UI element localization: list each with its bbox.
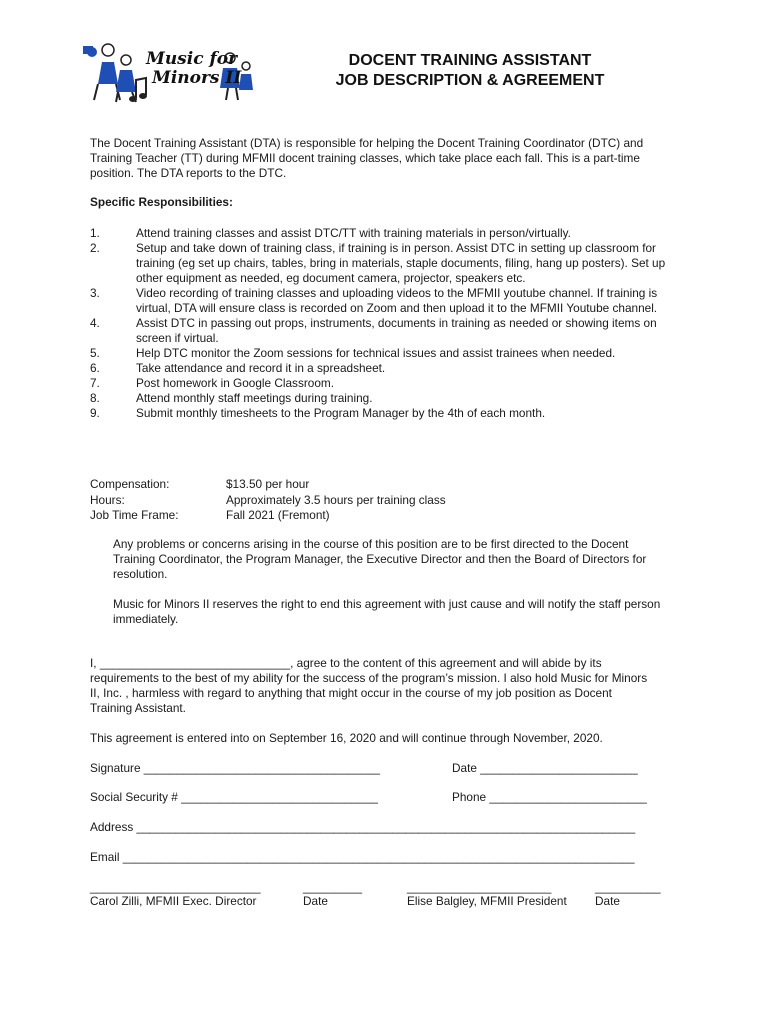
hours-label: Hours: bbox=[90, 492, 125, 507]
date-line: __________ bbox=[595, 880, 661, 894]
list-item-number: 5. bbox=[90, 346, 100, 360]
compensation-label: Compensation: bbox=[90, 477, 170, 491]
list-item-number: 1. bbox=[90, 226, 100, 240]
list-item bbox=[90, 361, 675, 376]
intro-paragraph: The Docent Training Assistant (DTA) is responsible for helping the Docent Training Coordinator (DTC) and Training Teacher (TT) during MFMII docent training classes, which take place each fall. This is a part-time position. The DTA reports to the DTC. bbox=[90, 136, 644, 180]
list-item-number: 6. bbox=[90, 361, 100, 375]
list-item-text: Submit monthly timesheets to the Program Manager by the 4th of each month. bbox=[136, 406, 546, 420]
title-line-1: DOCENT TRAINING ASSISTANT bbox=[348, 52, 592, 69]
list-item-number: 9. bbox=[90, 406, 100, 420]
logo-text-line1: Music for bbox=[146, 49, 238, 69]
time-frame-row bbox=[90, 508, 446, 524]
agreement-paragraph: I, _____________________________, agree to the content of this agreement and will abide by its requirements to the best of my ability for the success of the program’s mission. I also hold Music for Minors II, Inc. , harmless with regard to anything that might occur in the course of my job position as Docent Training Assistant. bbox=[90, 656, 648, 715]
list-item-text: Post homework in Google Classroom. bbox=[136, 376, 335, 390]
president-signature-block[interactable] bbox=[407, 880, 567, 908]
signature-line: __________________________ bbox=[90, 880, 261, 894]
list-item bbox=[90, 391, 675, 406]
list-item bbox=[90, 226, 675, 241]
date-label: Date bbox=[303, 894, 328, 908]
list-item-number: 4. bbox=[90, 316, 100, 330]
problems-paragraph: Any problems or concerns arising in the course of this position are to be first directed to the Docent Training Coordinator, the Program Manager, the Executive Director and then the Board of Directors for resolution. bbox=[113, 537, 647, 581]
hours-row bbox=[90, 493, 446, 509]
list-item-text: Assist DTC in passing out props, instruments, documents in training as needed or showing items on screen if virtual. bbox=[136, 316, 657, 345]
responsibilities-heading: Specific Responsibilities: bbox=[90, 195, 233, 209]
time-frame-label: Job Time Frame: bbox=[90, 508, 179, 522]
list-item-text: Video recording of training classes and uploading videos to the MFMII youtube channel. If training is virtual, DTA will ensure class is recorded on Zoom and then upload it to the MFMII Youtube channel. bbox=[136, 286, 658, 315]
list-item-number: 3. bbox=[90, 286, 100, 300]
list-item-text: Attend monthly staff meetings during training. bbox=[136, 391, 373, 405]
music-for-minors-logo bbox=[80, 40, 255, 110]
document-title bbox=[300, 51, 640, 91]
address-field[interactable]: Address ____________________________________________________________________________ bbox=[90, 820, 636, 834]
compensation-row bbox=[90, 477, 446, 493]
signature-field[interactable]: Signature ____________________________________ bbox=[90, 761, 380, 775]
list-item-number: 7. bbox=[90, 376, 100, 390]
list-item-text: Take attendance and record it in a spreadsheet. bbox=[136, 361, 386, 375]
list-item-text: Setup and take down of training class, if training is in person. Assist DTC in setting up classroom for training (eg set up chairs, tables, bring in materials, staple documents, filing, hang up posters). Set up other equipment as needed, eg document camera, projector, speakers etc. bbox=[136, 241, 666, 285]
signature-line: ______________________ bbox=[407, 880, 552, 894]
social-security-field[interactable]: Social Security # ______________________________ bbox=[90, 790, 378, 804]
list-item bbox=[90, 316, 675, 346]
term-paragraph: This agreement is entered into on September 16, 2020 and will continue through November, 2020. bbox=[90, 731, 603, 745]
compensation-value: $13.50 per hour bbox=[226, 477, 310, 491]
list-item-text: Help DTC monitor the Zoom sessions for technical issues and assist trainees when needed. bbox=[136, 346, 616, 360]
list-item bbox=[90, 376, 675, 391]
date-label: Date bbox=[595, 894, 620, 908]
rights-paragraph: Music for Minors II reserves the right to end this agreement with just cause and will notify the staff person immediately. bbox=[113, 597, 661, 626]
email-field[interactable]: Email ______________________________________________________________________________ bbox=[90, 850, 635, 864]
list-item bbox=[90, 406, 675, 421]
signature-label: Elise Balgley, MFMII President bbox=[407, 894, 567, 908]
exec-director-signature-block[interactable] bbox=[90, 880, 261, 908]
logo-text-line2: Minors II bbox=[152, 68, 242, 88]
list-item bbox=[90, 241, 675, 286]
title-line-2: JOB DESCRIPTION & AGREEMENT bbox=[335, 72, 605, 89]
list-item-text: Attend training classes and assist DTC/TT with training materials in person/virtually. bbox=[136, 226, 571, 240]
hours-value: Approximately 3.5 hours per training class bbox=[226, 492, 446, 507]
list-item-number: 2. bbox=[90, 241, 100, 255]
time-frame-value: Fall 2021 (Fremont) bbox=[226, 508, 330, 522]
list-item bbox=[90, 286, 675, 316]
date-field[interactable]: Date ________________________ bbox=[452, 761, 638, 775]
signature-label: Carol Zilli, MFMII Exec. Director bbox=[90, 894, 257, 908]
responsibilities-list bbox=[90, 226, 675, 421]
exec-director-date-block[interactable] bbox=[303, 880, 362, 908]
president-date-block[interactable] bbox=[595, 880, 661, 908]
list-item bbox=[90, 346, 675, 361]
phone-field[interactable]: Phone ________________________ bbox=[452, 790, 647, 804]
list-item-number: 8. bbox=[90, 391, 100, 405]
compensation-block bbox=[90, 477, 446, 524]
date-line: _________ bbox=[303, 880, 363, 894]
